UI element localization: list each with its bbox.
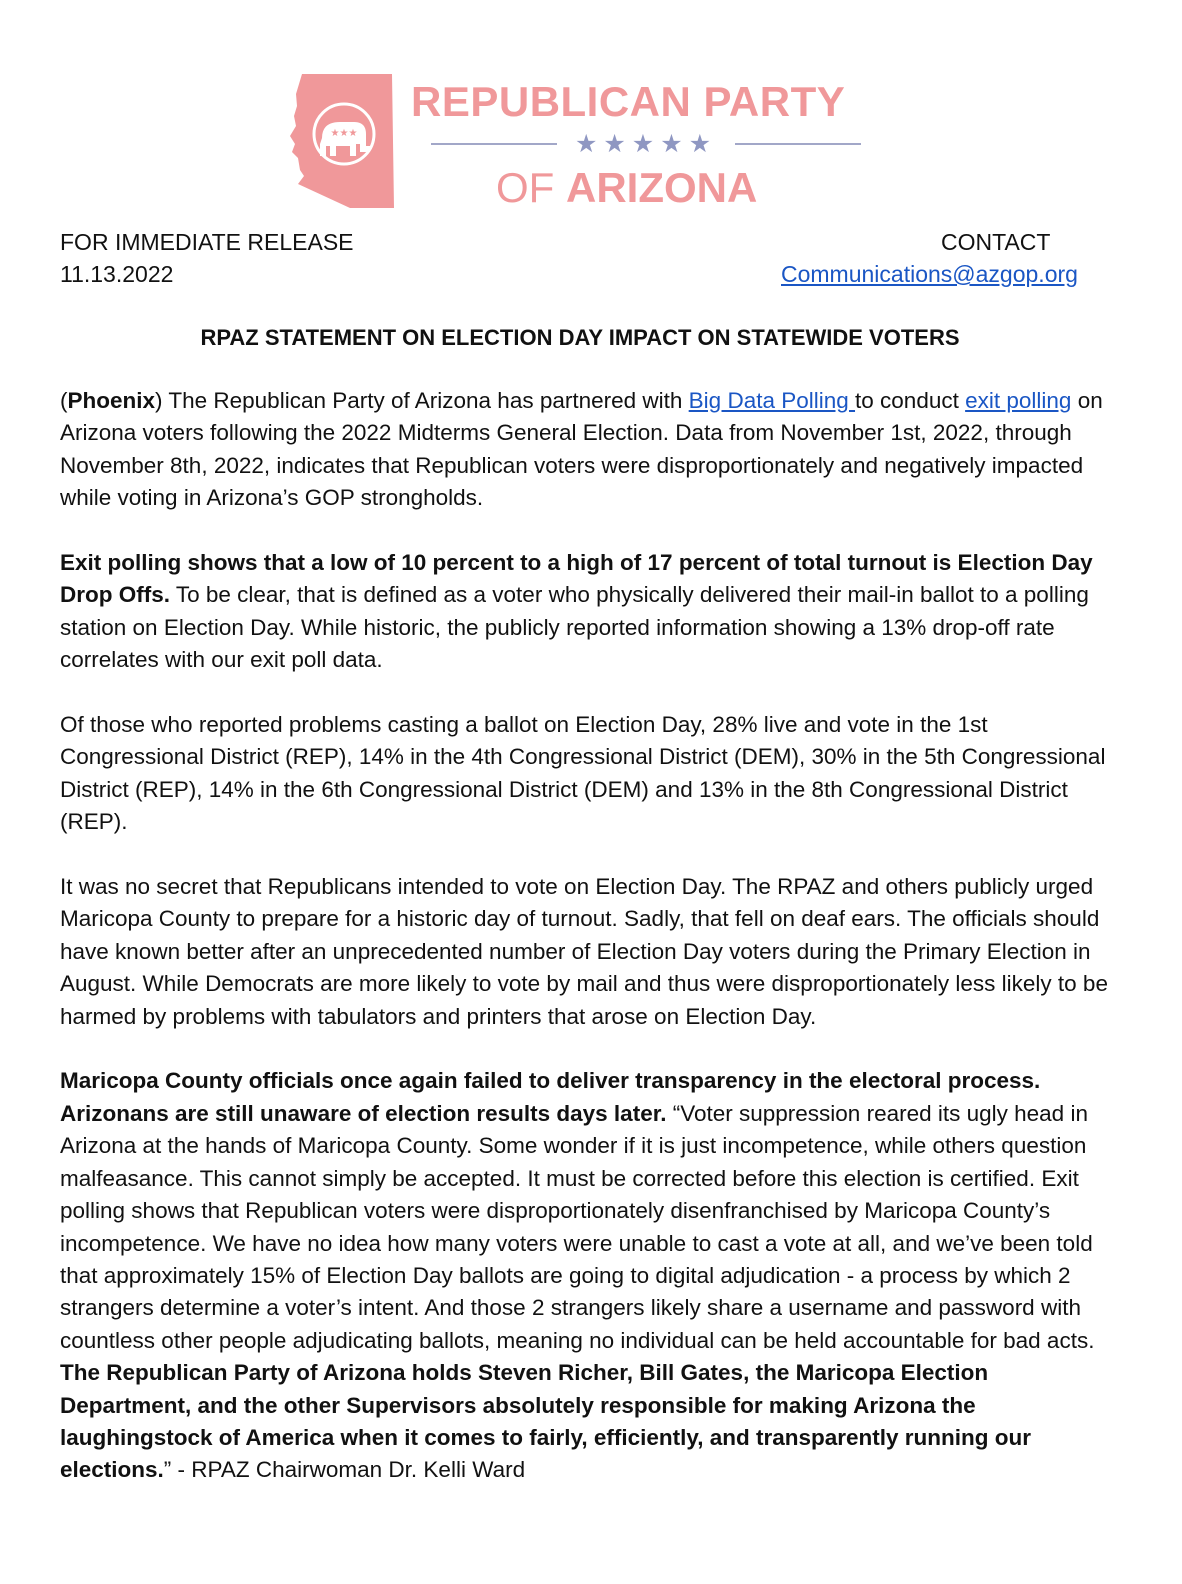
paragraph-5 [60, 1065, 1110, 1486]
p5-quote: “Voter suppression reared its ugly head in Arizona at the hands of Maricopa County. Some wonder if it is just incompetence, while others question malfeasance. This cannot simply be accepted. It must be corrected before this election is certified. Exit polling shows that Republican voters were disproportionately disenfranchised by Maricopa County’s incompetence. We have no idea how many voters were unable to cast a vote at all, and we’ve been told that approximately 15% of Election Day ballots are going to digital adjudication - a process by which 2 strangers determine a voter’s intent. And those 2 strangers likely share a username and password with countless other people adjudicating ballots, meaning no individual can be held accountable for bad acts. [60, 1100, 1095, 1353]
paren-open: ( [60, 388, 68, 413]
emblem-stars: ★★★ [330, 128, 358, 139]
p2-bold: Exit polling shows that a low of 10 percent to a high of 17 percent of total turnout is Election Day Drop Offs. [60, 550, 1093, 608]
paragraph-2 [60, 547, 1110, 677]
divider-line-left [431, 143, 557, 145]
logo-state: ARIZONA [566, 164, 758, 211]
headline: RPAZ STATEMENT ON ELECTION DAY IMPACT ON STATEWIDE VOTERS [200, 325, 960, 350]
arizona-map-icon [288, 72, 400, 210]
divider-line-right [735, 143, 861, 145]
logo-divider [431, 129, 861, 159]
paragraph-3 [60, 709, 1110, 839]
p2-text: To be clear, that is defined as a voter who physically delivered their mail-in ballot to a polling station on Election Day. While historic, the publicly reported information showing a 13% drop-off rate correlates with our exit poll data. [60, 582, 1089, 673]
p5-bold-1: Maricopa County officials once again failed to deliver transparency in the electoral process. Arizonans are still unaware of election results days later. [60, 1068, 1041, 1126]
p1-text-1: ) The Republican Party of Arizona has partnered with [155, 388, 689, 413]
p5-bold-2: The Republican Party of Arizona holds Steven Richer, Bill Gates, the Maricopa Election Department, and the other Supervisors absolutely responsible for making Arizona the laughingstock of America when it comes to fairly, efficiently, and transparently running our elections. [60, 1360, 1031, 1483]
p1-text-3: on Arizona voters following the 2022 Midterms General Election. Data from November 1st, 2022, through November 8th, 2022, indicates that Republican voters were disproportionately and negatively impacted while voting in Arizona’s GOP strongholds. [60, 388, 1103, 511]
big-data-polling-link[interactable]: Big Data Polling [688, 388, 856, 413]
logo-title: REPUBLICAN PARTY [411, 78, 846, 125]
logo-subtitle [496, 164, 806, 212]
release-body [60, 385, 1110, 1519]
release-date: 11.13.2022 [60, 261, 174, 287]
p5-attribution: ” - RPAZ Chairwoman Dr. Kelli Ward [163, 1457, 526, 1483]
contact-email-link[interactable]: Communications@azgop.org [781, 261, 1078, 287]
paragraph-1 [60, 385, 1110, 515]
p4-text: It was no secret that Republicans intended to vote on Election Day. The RPAZ and others publicly urged Maricopa County to prepare for a historic day of turnout. Sadly, that fell on deaf ears. The officials should have known better after an unprecedented number of Election Day voters during the Primary Election in August. While Democrats are more likely to vote by mail and thus were disproportionately less likely to be harmed by problems with tabulators and printers that arose on Election Day. [60, 874, 1108, 1029]
exit-polling-link[interactable]: exit polling [965, 388, 1072, 413]
dateline: Phoenix [67, 388, 156, 413]
release-label: FOR IMMEDIATE RELEASE [60, 229, 354, 255]
contact-label: CONTACT [941, 229, 1051, 255]
p3-text: Of those who reported problems casting a ballot on Election Day, 28% live and vote in the 1st Congressional District (REP), 14% in the 4th Congressional District (DEM), 30% in the 5th Congressional District (REP), 14% in the 6th Congressional District (DEM) and 13% in the 8th Congressional District (REP). [60, 712, 1106, 835]
logo-stars: ★★★★★ [574, 130, 718, 158]
logo-of: OF [496, 164, 555, 211]
paragraph-4 [60, 871, 1110, 1033]
party-logo [288, 72, 888, 212]
p1-text-2: to conduct [855, 388, 966, 413]
